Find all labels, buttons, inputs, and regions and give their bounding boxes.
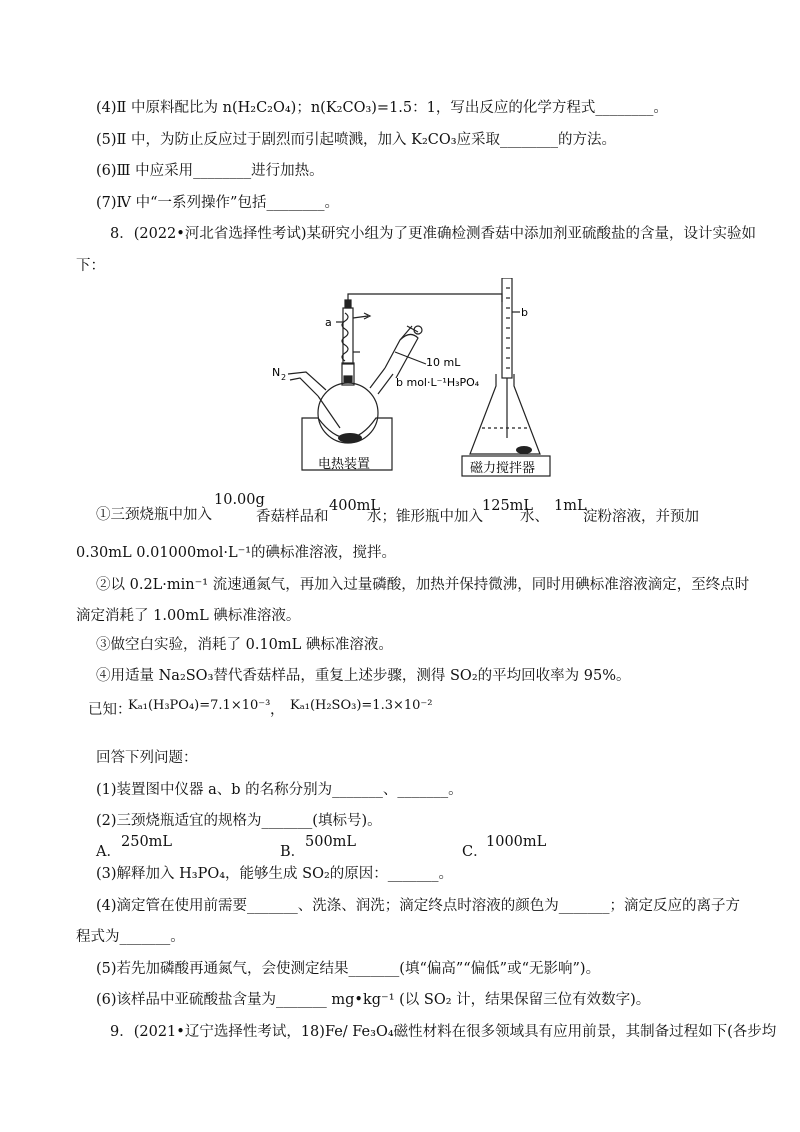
label-n2: N (272, 366, 281, 379)
step1-water: 400mL (329, 498, 381, 514)
label-b: b (521, 306, 528, 319)
option-a-label: A． (96, 844, 121, 860)
step4: ④用适量 Na₂SO₃替代香菇样品，重复上述步骤，测得 SO₂的平均回收率为 95%。 (96, 668, 631, 684)
step1-prefix: ①三颈烧瓶中加入 (96, 507, 212, 523)
q8-header-cont: 下： (76, 258, 105, 274)
q7-part-6: (6)Ⅲ 中应采用________进行加热。 (96, 163, 324, 179)
step1-text2: 水；锥形瓶中加入 (367, 509, 483, 525)
step1-mass: 10.00g (214, 492, 265, 508)
label-heater: 电热装置 (318, 457, 371, 472)
step2-line2: 滴定消耗了 1.00mL 碘标准溶液。 (76, 608, 301, 624)
sub-question-2: (2)三颈烧瓶适宜的规格为_______(填标号)。 (96, 813, 382, 829)
sub-question-6: (6)该样品中亚硫酸盐含量为_______ mg•kg⁻¹ (以 SO₂ 计，结果保留三位有效数字)。 (96, 992, 651, 1008)
step1-water2: 125mL (482, 498, 534, 514)
answer-intro: 回答下列问题： (96, 750, 198, 766)
label-stirrer: 磁力搅拌器 (470, 461, 536, 476)
sub-question-5: (5)若先加磷酸再通氮气，会使测定结果_______(填“偏高”“偏低”或“无影响”)。 (96, 961, 601, 977)
sub-question-4-cont: 程式为_______。 (76, 929, 185, 945)
apparatus-diagram (0, 278, 800, 478)
q9-header: 9．(2021•辽宁选择性考试，18)Fe/ Fe₃O₄磁性材料在很多领域具有应用前景，其制备过程如下(各步均 (110, 1024, 777, 1040)
option-a-value: 250mL (121, 834, 173, 850)
sub-question-4: (4)滴定管在使用前需要_______、洗涤、润洗；滴定终点时溶液的颜色为_______；滴定反应的离子方 (96, 898, 741, 914)
q8-header: 8．(2022•河北省选择性考试)某研究小组为了更准确检测香菇中添加剂亚硫酸盐的含量，设计实验如 (110, 226, 756, 242)
option-b-label: B． (280, 844, 306, 860)
label-n2-sub: 2 (281, 373, 287, 382)
option-b-value: 500mL (305, 834, 357, 850)
sub-question-3: (3)解释加入 H₃PO₄，能够生成 SO₂的原因：_______。 (96, 866, 454, 882)
step1-text1: 香菇样品和 (256, 509, 329, 525)
sub-question-1: (1)装置图中仪器 a、b 的名称分别为_______、_______。 (96, 782, 463, 798)
q7-part-7: (7)Ⅳ 中“一系列操作”包括________。 (96, 195, 339, 211)
q7-part-4: (4)Ⅱ 中原料配比为 n(H₂C₂O₄)；n(K₂CO₃)=1.5：1，写出反应的化学方程式________。 (96, 100, 668, 116)
option-c-label: C． (462, 844, 488, 860)
known-label: 已知： (88, 702, 132, 718)
step1-starch: 1mL (554, 498, 587, 514)
option-c-value: 1000mL (486, 834, 547, 850)
step1-line2: 0.30mL 0.01000mol·L⁻¹的碘标准溶液，搅拌。 (76, 545, 397, 561)
step3: ③做空白实验，消耗了 0.10mL 碘标准溶液。 (96, 637, 393, 653)
ka1-h3po4: Kₐ₁(H₃PO₄)=7.1×10⁻³ (128, 698, 271, 713)
ka-separator: ， (270, 702, 285, 718)
q7-part-5: (5)Ⅱ 中，为防止反应过于剧烈而引起喷溅，加入 K₂CO₃应采取________的方法。 (96, 132, 617, 148)
step2-line1: ②以 0.2L·min⁻¹ 流速通氮气，再加入过量磷酸，加热并保持微沸，同时用碘标准溶液滴定，至终点时 (96, 577, 750, 593)
ka1-h2so3: Kₐ₁(H₂SO₃)=1.3×10⁻² (290, 698, 433, 713)
step1-text3: 水、 (520, 509, 549, 525)
step1-text4: 淀粉溶液，并预加 (583, 509, 699, 525)
label-concentration: b mol·L⁻¹H₃PO₄ (396, 376, 480, 389)
label-volume: 10 mL (426, 356, 461, 369)
label-a: a (325, 316, 332, 329)
